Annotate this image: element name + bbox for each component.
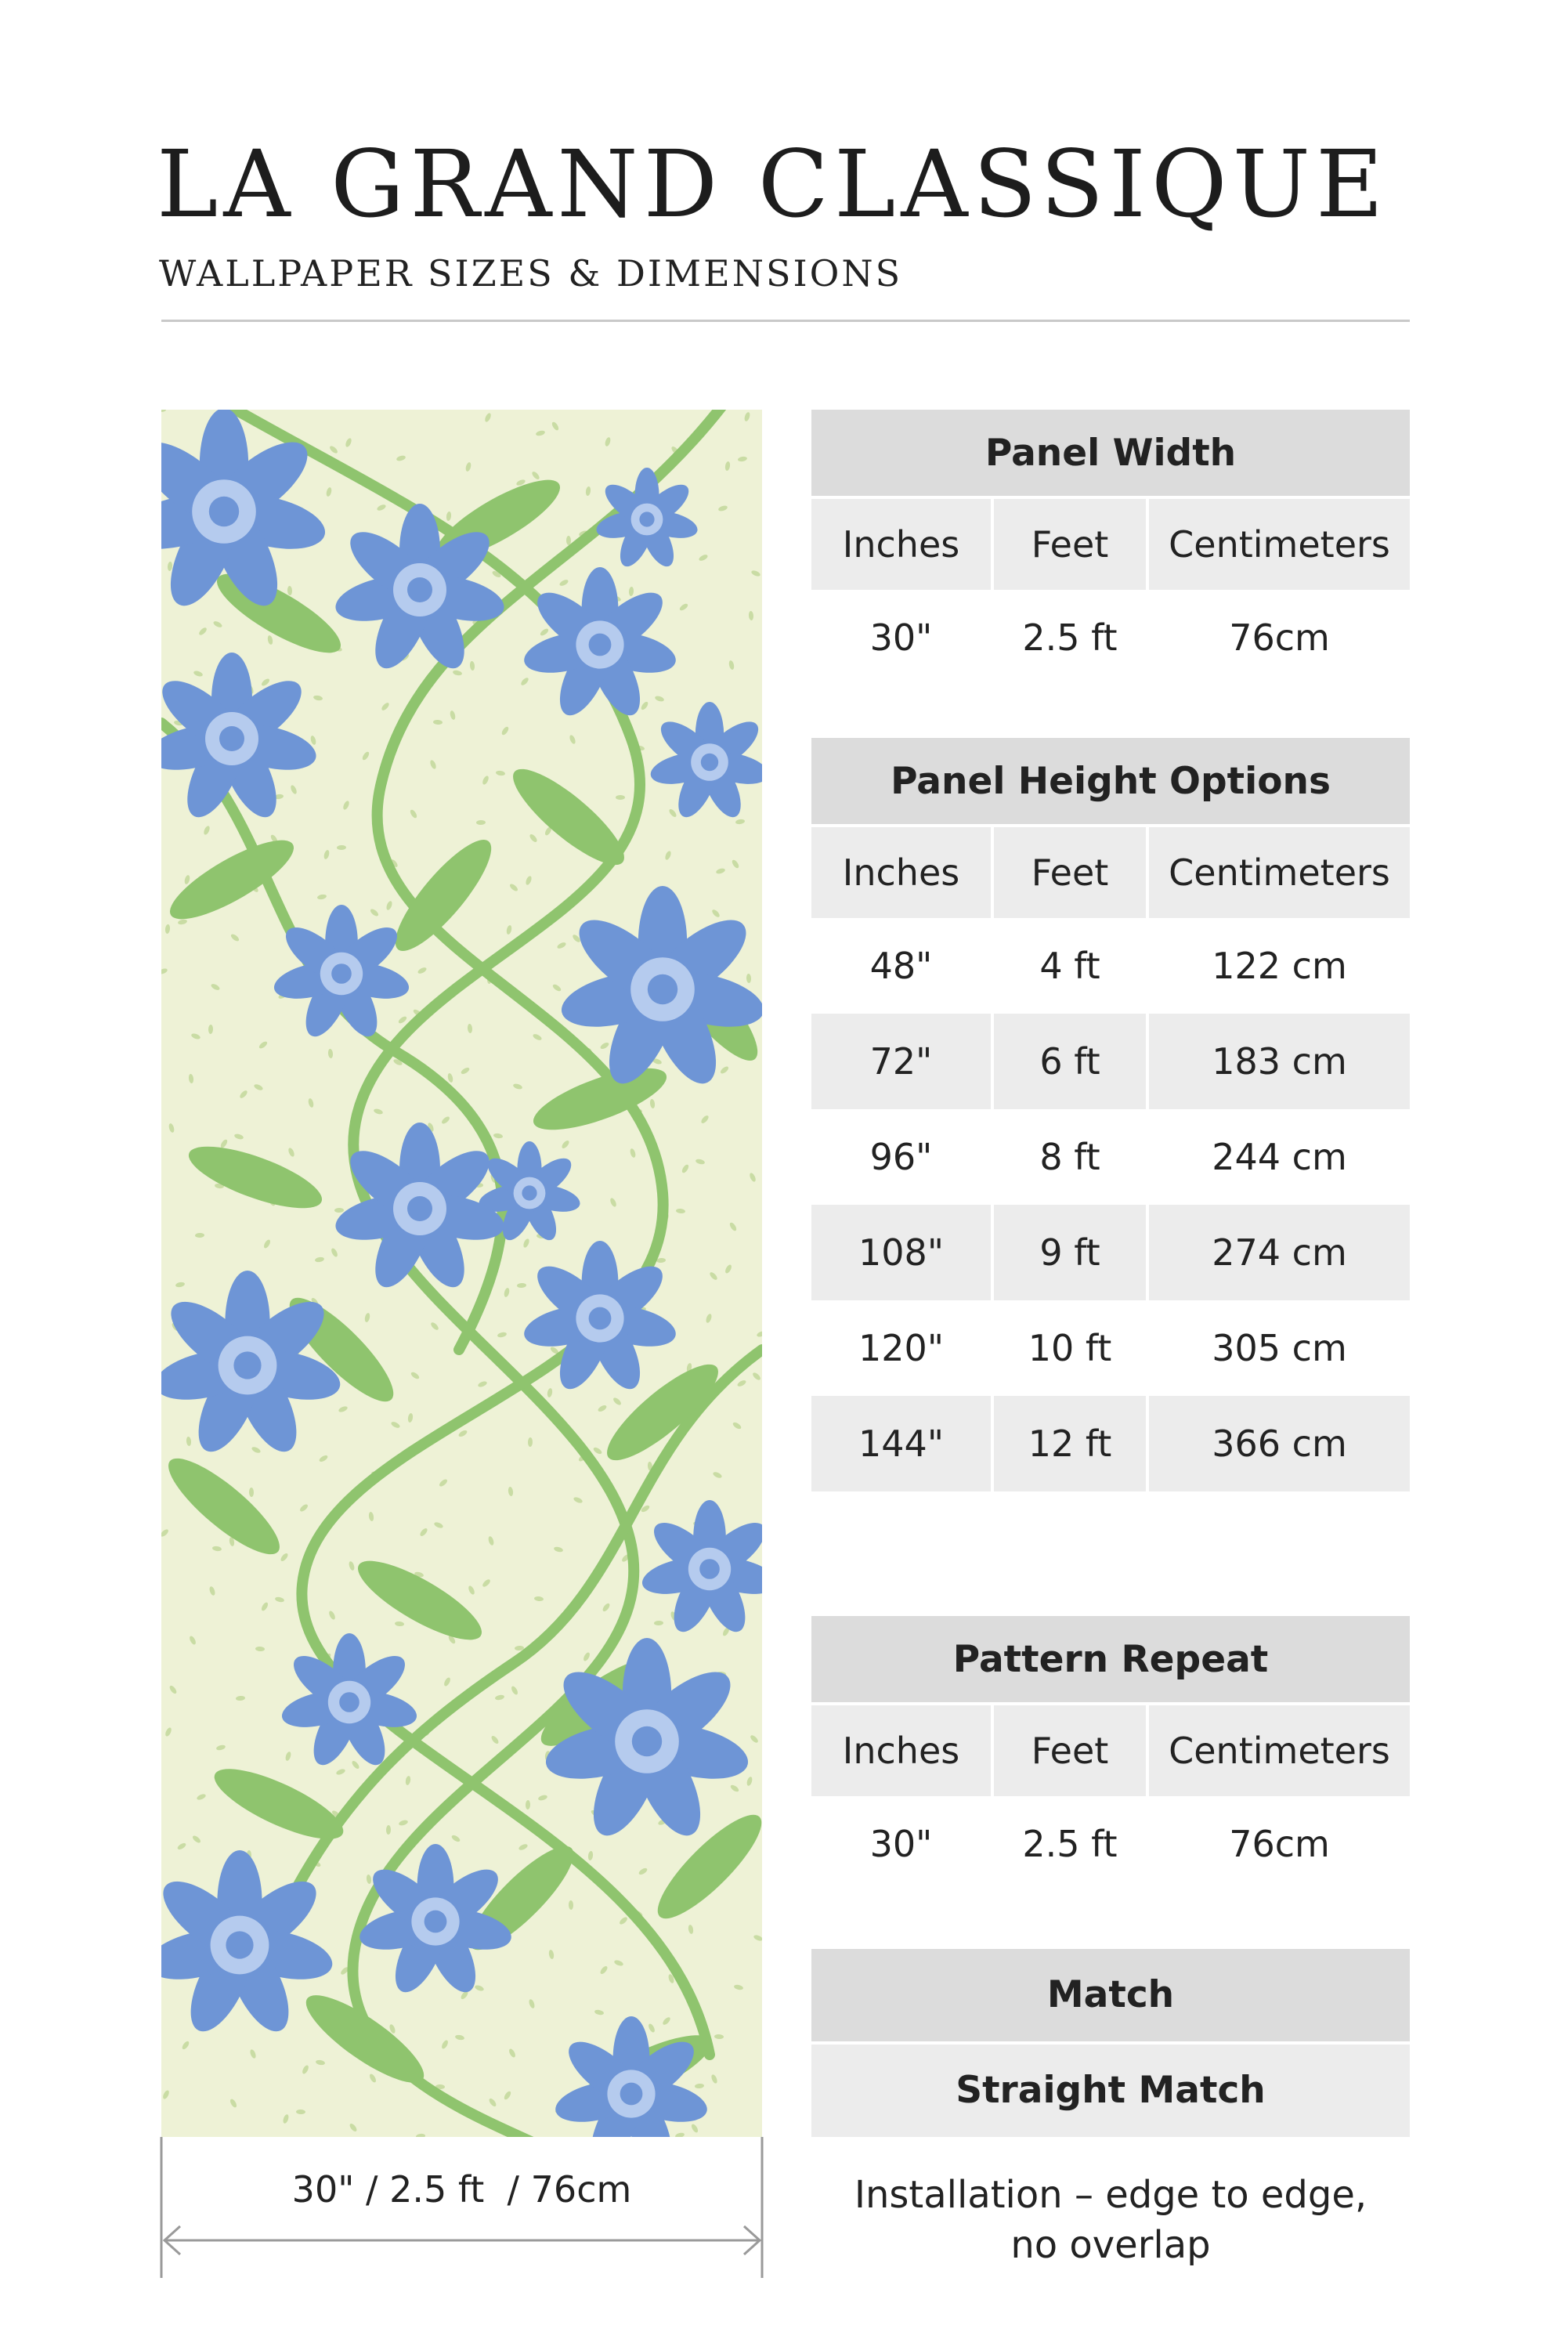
table-cell: 108" (811, 1205, 994, 1300)
table-cell: 2.5 ft (994, 590, 1149, 685)
column-header: Feet (994, 1705, 1149, 1796)
match-heading: Match (811, 1949, 1410, 2044)
column-header: Centimeters (1149, 499, 1410, 590)
installation-note (811, 2170, 1410, 2270)
table-row (811, 1796, 1410, 1892)
page-subtitle: WALLPAPER SIZES & DIMENSIONS (159, 252, 903, 295)
table-row (811, 590, 1410, 685)
flower-core (639, 512, 654, 526)
table-cell: 76cm (1229, 1823, 1330, 1865)
table-cell: 12 ft (994, 1396, 1149, 1491)
speckle-leaf (616, 795, 625, 800)
table-cell: 144" (811, 1396, 994, 1491)
installation-note-line: Installation – edge to edge, (854, 2173, 1367, 2217)
table-cell: 6 ft (994, 1014, 1149, 1109)
flower-core (620, 2083, 643, 2106)
flower-core (589, 634, 612, 656)
column-header: Inches (811, 1705, 994, 1796)
installation-note-line: no overlap (1010, 2223, 1211, 2267)
table-row (811, 1205, 1410, 1300)
column-header: Centimeters (1149, 1705, 1410, 1796)
table-cell: 30" (811, 1796, 994, 1892)
flower-core (699, 1559, 720, 1579)
table-heading: Pattern Repeat (811, 1616, 1410, 1705)
table-row (811, 918, 1410, 1014)
wallpaper-panel-preview (161, 410, 762, 2137)
table-row (811, 1300, 1410, 1396)
flower-core (589, 1307, 612, 1330)
column-header: Feet (994, 827, 1149, 918)
table-cell: 8 ft (994, 1109, 1149, 1205)
panel-height-table (811, 738, 1410, 1491)
flower-core (407, 1196, 432, 1221)
table-cell: 4 ft (994, 918, 1149, 1014)
table-cell: 72" (811, 1014, 994, 1109)
table-heading: Panel Height Options (811, 738, 1410, 827)
header-divider (161, 320, 1410, 322)
flower-core (219, 726, 244, 751)
flower-core (226, 1931, 253, 1958)
flower-core (331, 964, 352, 984)
table-row (811, 1109, 1410, 1205)
column-header: Inches (811, 499, 994, 590)
table-cell: 183 cm (1149, 1014, 1410, 1109)
flower-core (339, 1692, 359, 1712)
flower-core (425, 1911, 447, 1933)
panel-width-table (811, 410, 1410, 685)
column-header: Inches (811, 827, 994, 918)
floral-pattern-image (161, 410, 762, 2137)
table-cell: 244 cm (1212, 1136, 1347, 1178)
flower-core (701, 754, 718, 771)
table-row (811, 1396, 1410, 1491)
table-cell: 9 ft (994, 1205, 1149, 1300)
table-cell: 274 cm (1149, 1205, 1410, 1300)
table-cell: 76cm (1229, 616, 1330, 659)
table-cell: 10 ft (994, 1300, 1149, 1396)
table-cell: 120" (811, 1300, 994, 1396)
table-cell: 366 cm (1149, 1396, 1410, 1491)
match-value: Straight Match (811, 2044, 1410, 2137)
flower-core (209, 497, 239, 526)
table-cell: 2.5 ft (994, 1796, 1149, 1892)
table-cell: 96" (811, 1109, 994, 1205)
column-header: Centimeters (1149, 827, 1410, 918)
table-row (811, 1014, 1410, 1109)
table-cell: 305 cm (1212, 1327, 1347, 1369)
table-cell: 30" (811, 590, 994, 685)
match-section (811, 1949, 1410, 2137)
flower-core (407, 577, 432, 602)
flower-core (233, 1351, 261, 1379)
panel-width-dimension-label: 30" / 2.5 ft / 76cm (291, 2168, 632, 2211)
table-heading: Panel Width (811, 410, 1410, 499)
table-cell: 122 cm (1212, 945, 1347, 987)
table-cell: 48" (811, 918, 994, 1014)
flower-core (522, 1185, 537, 1200)
pattern-repeat-table (811, 1616, 1410, 1892)
flower-core (632, 1726, 662, 1756)
page-title: LA GRAND CLASSIQUE (157, 130, 1389, 238)
flower-core (648, 974, 677, 1004)
column-header: Feet (994, 499, 1149, 590)
